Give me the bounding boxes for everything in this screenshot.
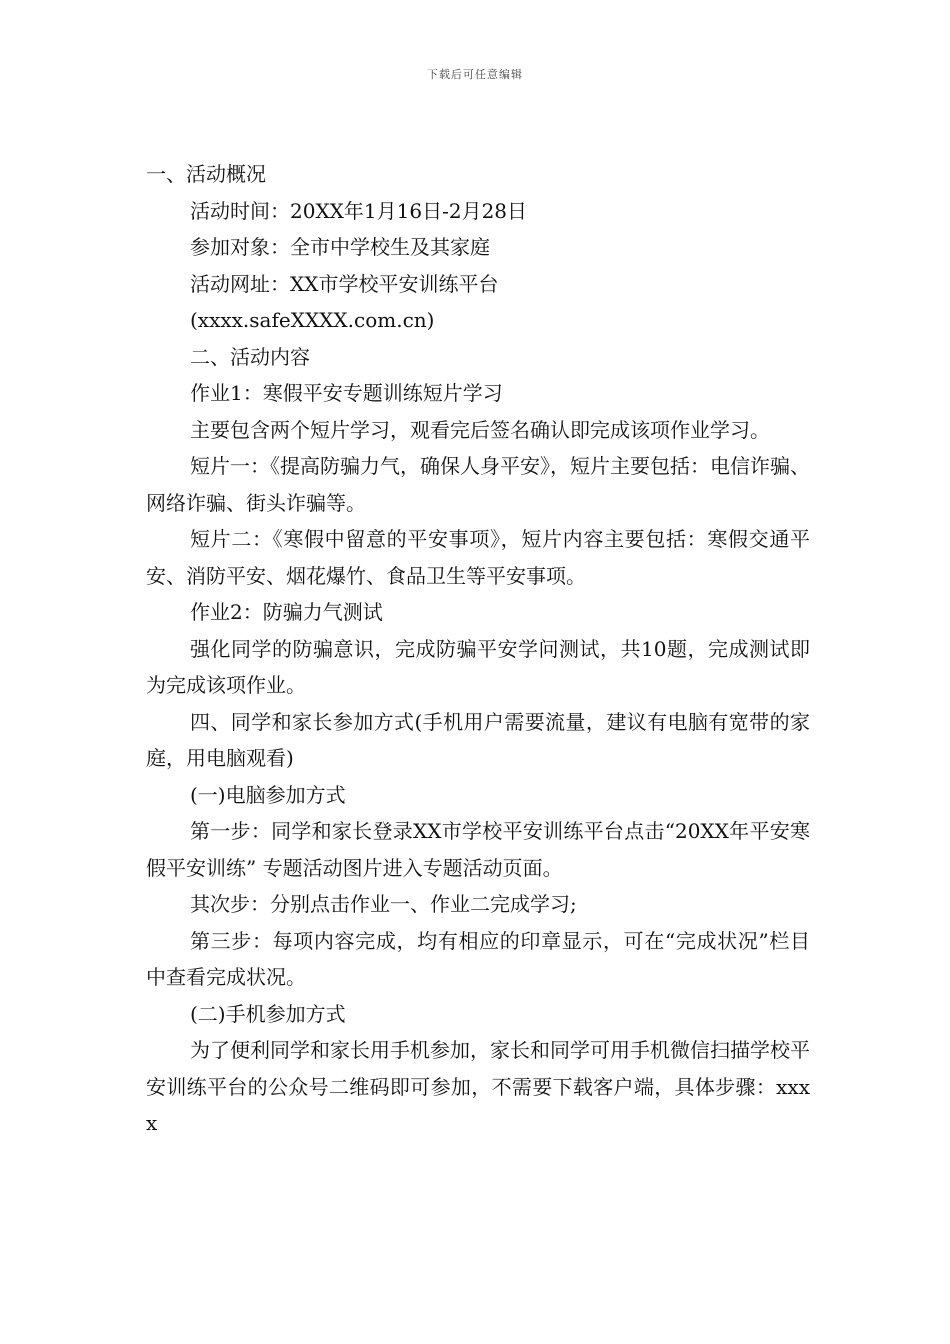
step-three: 第三步：每项内容完成，均有相应的印章显示，可在“完成状况”栏目中查看完成状况。 <box>146 928 810 989</box>
section-heading-participation: 四、同学和家长参加方式(手机用户需要流量，建议有电脑有宽带的家庭，用电脑观看) <box>146 709 810 770</box>
activity-time: 活动时间：20XX年1月16日-2月28日 <box>190 198 528 223</box>
video-one: 短片一：《提高防骗力气，确保人身平安》，短片主要包括：电信诈骗、网络诈骗、街头诈骗等。 <box>146 454 810 515</box>
mobile-method-description: 为了便利同学和家长用手机参加，家长和同学可用手机微信扫描学校平安训练平台的公众号二维码即可参加，不需要下载客户端，具体步骤：xxxx <box>146 1038 810 1135</box>
assignment-2-description: 强化同学的防骗意识，完成防骗平安学问测试，共10题，完成测试即为完成该项作业。 <box>146 636 810 697</box>
step-one: 第一步：同学和家长登录XX市学校平安训练平台点击“20XX年平安寒假平安训练” 专题活动图片进入专题活动页面。 <box>146 819 810 880</box>
step-two: 其次步：分别点击作业一、作业二完成学习; <box>190 892 577 916</box>
document-body <box>146 156 810 1142</box>
video-two: 短片二：《寒假中留意的平安事项》，短片内容主要包括：寒假交通平安、消防平安、烟花爆竹、食品卫生等平安事项。 <box>146 527 810 588</box>
activity-url: (xxxx.safeXXXX.com.cn) <box>190 308 435 332</box>
computer-method-heading: (一)电脑参加方式 <box>190 782 346 807</box>
assignment-2-title: 作业2：防骗力气测试 <box>190 600 383 624</box>
activity-website: 活动网址：XX市学校平安训练平台 <box>190 271 499 296</box>
section-heading-content: 二、活动内容 <box>190 344 310 369</box>
section-heading-overview: 一、活动概况 <box>146 162 266 186</box>
mobile-method-heading: (二)手机参加方式 <box>190 1001 346 1026</box>
participants: 参加对象：全市中学校生及其家庭 <box>190 235 490 259</box>
assignment-1-description: 主要包含两个短片学习，观看完后签名确认即完成该项作业学习。 <box>190 417 770 442</box>
page-header-note: 下载后可任意编辑 <box>427 68 523 81</box>
assignment-1-title: 作业1：寒假平安专题训练短片学习 <box>190 381 503 405</box>
